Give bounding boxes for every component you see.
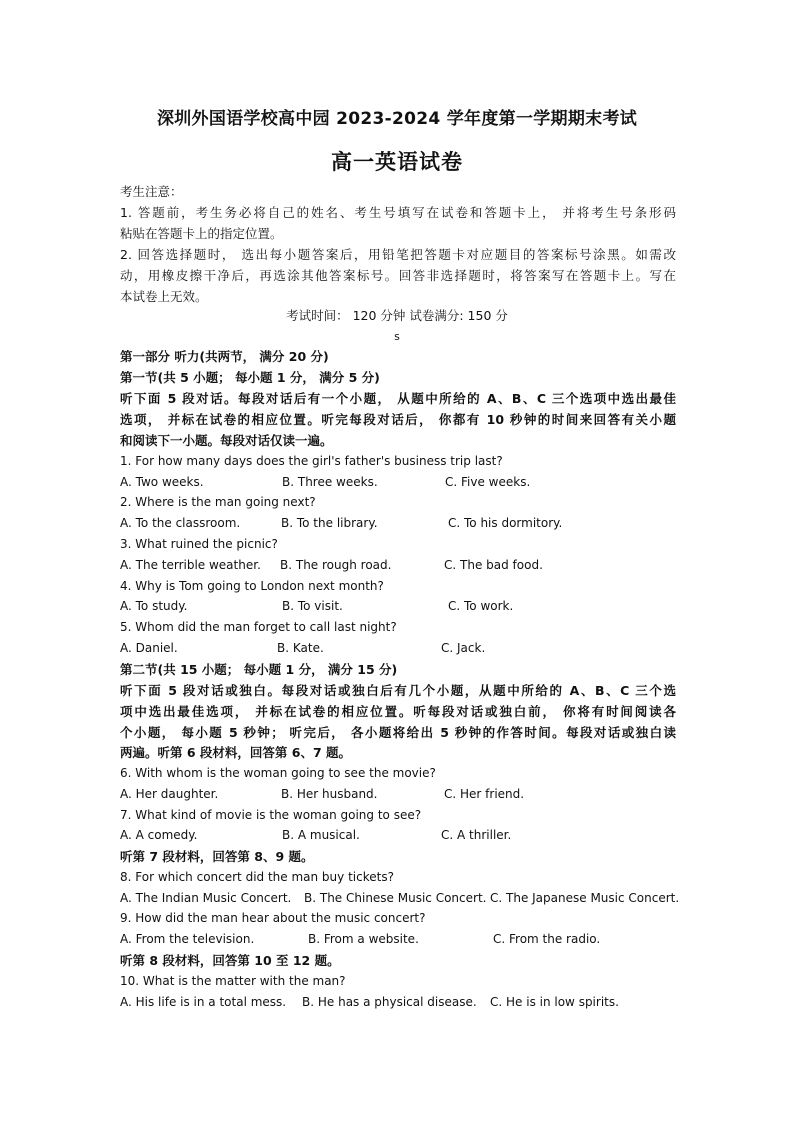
q6-option-a: A. Her daughter. — [120, 787, 219, 801]
exam-subtitle: 高一英语试卷 — [331, 150, 463, 174]
section2-instructions-3: 个小题， 每小题 5 秒钟； 听完后， 各小题将给出 5 秒钟的作答时间。每段对话或独白读 — [120, 725, 676, 740]
section1-instructions-1: 听下面 5 段对话。每段对话后有一个小题， 从题中所给的 A、B、C 三个选项中选出最佳 — [120, 391, 676, 406]
q4-option-b: B. To visit. — [282, 599, 343, 613]
q9-option-b: B. From a website. — [308, 932, 419, 946]
q2-option-b: B. To the library. — [281, 516, 378, 530]
q1-option-c: C. Five weeks. — [445, 475, 531, 489]
notice-line-1: 1. 答题前，考生务必将自己的姓名、考生号填写在试卷和答题卡上， 并将考生号条形码 — [120, 205, 676, 220]
exam-time: 考试时间： 120 分钟 试卷满分: 150 分 — [286, 308, 508, 323]
q8-option-c: C. The Japanese Music Concert. — [490, 891, 680, 905]
section1-heading: 第一节(共 5 小题； 每小题 1 分， 满分 5 分) — [120, 370, 380, 385]
q2-option-c: C. To his dormitory. — [448, 516, 563, 530]
stray-mark: s — [394, 330, 400, 343]
material-7-note: 听第 7 段材料，回答第 8、9 题。 — [120, 849, 314, 864]
q3-option-b: B. The rough road. — [280, 558, 392, 572]
q7-option-c: C. A thriller. — [441, 828, 512, 842]
section1-instructions-2: 选项， 并标在试卷的相应位置。听完每段对话后， 你都有 10 秒钟的时间来回答有关小题 — [120, 412, 676, 427]
question-3: 3. What ruined the picnic? — [120, 537, 278, 551]
section2-instructions-1: 听下面 5 段对话或独白。每段对话或独白后有几个小题，从题中所给的 A、B、C 三个选 — [120, 683, 676, 698]
question-10: 10. What is the matter with the man? — [120, 974, 346, 988]
q7-option-a: A. A comedy. — [120, 828, 198, 842]
question-8: 8. For which concert did the man buy tickets? — [120, 870, 394, 884]
q7-option-b: B. A musical. — [282, 828, 360, 842]
material-8-note: 听第 8 段材料，回答第 10 至 12 题。 — [120, 953, 340, 968]
question-7: 7. What kind of movie is the woman going to see? — [120, 808, 422, 822]
q3-option-c: C. The bad food. — [444, 558, 543, 572]
q8-option-a: A. The Indian Music Concert. — [120, 891, 292, 905]
question-5: 5. Whom did the man forget to call last night? — [120, 620, 397, 634]
q9-option-c: C. From the radio. — [493, 932, 601, 946]
question-6: 6. With whom is the woman going to see the movie? — [120, 766, 436, 780]
q6-option-c: C. Her friend. — [444, 787, 525, 801]
q2-option-a: A. To the classroom. — [120, 516, 241, 530]
q4-option-c: C. To work. — [448, 599, 514, 613]
question-4: 4. Why is Tom going to London next month? — [120, 579, 384, 593]
q10-option-c: C. He is in low spirits. — [490, 995, 619, 1009]
notice-line-2: 粘贴在答题卡上的指定位置。 — [120, 226, 283, 241]
question-9: 9. How did the man hear about the music concert? — [120, 911, 426, 925]
section2-instructions-2: 项中选出最佳选项， 并标在试卷的相应位置。听每段对话或独白前， 你将有时间阅读各 — [120, 704, 676, 719]
notice-line-5: 本试卷上无效。 — [120, 289, 208, 304]
section1-instructions-3: 和阅读下一小题。每段对话仅读一遍。 — [120, 433, 333, 448]
part1-heading: 第一部分 听力(共两节， 满分 20 分) — [120, 349, 329, 364]
q9-option-a: A. From the television. — [120, 932, 255, 946]
q6-option-b: B. Her husband. — [281, 787, 378, 801]
q5-option-b: B. Kate. — [277, 641, 324, 655]
section2-instructions-4: 两遍。听第 6 段材料，回答第 6、7 题。 — [120, 745, 352, 760]
q1-option-a: A. Two weeks. — [120, 475, 204, 489]
notice-heading: 考生注意： — [120, 184, 183, 199]
section2-heading: 第二节(共 15 小题； 每小题 1 分， 满分 15 分) — [120, 662, 398, 677]
exam-title: 深圳外国语学校高中园 2023-2024 学年度第一学期期末考试 — [156, 109, 638, 129]
q1-option-b: B. Three weeks. — [282, 475, 378, 489]
q4-option-a: A. To study. — [120, 599, 188, 613]
question-2: 2. Where is the man going next? — [120, 495, 316, 509]
q10-option-b: B. He has a physical disease. — [302, 995, 477, 1009]
q3-option-a: A. The terrible weather. — [120, 558, 261, 572]
notice-line-4: 动，用橡皮擦干净后，再选涂其他答案标号。回答非选择题时，将答案写在答题卡上。写在 — [120, 268, 676, 283]
question-1: 1. For how many days does the girl's father's business trip last? — [120, 454, 503, 468]
notice-line-3: 2. 回答选择题时， 选出每小题答案后，用铅笔把答题卡对应题目的答案标号涂黑。如需改 — [120, 247, 676, 262]
q10-option-a: A. His life is in a total mess. — [120, 995, 287, 1009]
q5-option-a: A. Daniel. — [120, 641, 178, 655]
q5-option-c: C. Jack. — [441, 641, 486, 655]
q8-option-b: B. The Chinese Music Concert. — [304, 891, 487, 905]
